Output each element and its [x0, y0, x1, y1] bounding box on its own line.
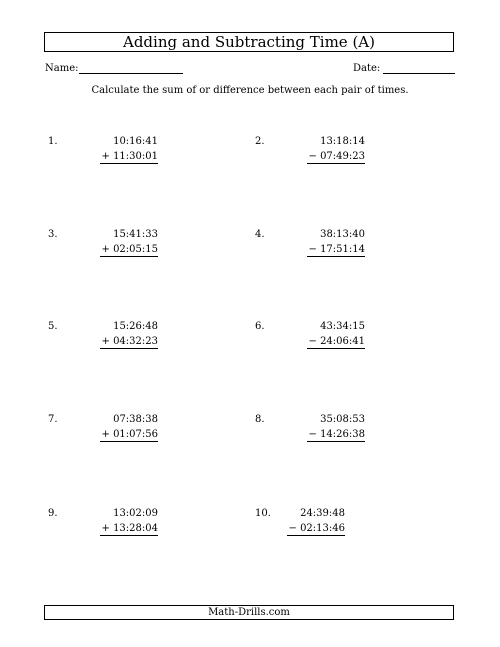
- problem-bottom-time: + 04:32:23: [101, 336, 158, 347]
- problem-bottom-time: − 14:26:38: [308, 429, 365, 440]
- problem-number: 9.: [48, 508, 58, 519]
- problem-1: [48, 136, 158, 176]
- problem-5: [48, 321, 158, 361]
- problem-number: 5.: [48, 321, 58, 332]
- problem-top-time: 43:34:15: [320, 321, 365, 332]
- instructions: Calculate the sum of or difference between each pair of times.: [91, 85, 409, 96]
- date-label: Date:: [353, 63, 381, 74]
- problem-number: 7.: [48, 414, 58, 425]
- problem-10: [255, 508, 345, 548]
- name-label: Name:: [45, 63, 79, 74]
- problem-top-time: 10:16:41: [113, 136, 158, 147]
- problem-number: 1.: [48, 136, 58, 147]
- problem-4: [255, 229, 365, 269]
- problem-6: [255, 321, 365, 361]
- problem-top-time: 38:13:40: [320, 229, 365, 240]
- problem-top-time: 35:08:53: [320, 414, 365, 425]
- problem-number: 2.: [255, 136, 265, 147]
- problem-number: 4.: [255, 229, 265, 240]
- problem-top-time: 24:39:48: [300, 508, 345, 519]
- problem-bottom-time: + 13:28:04: [101, 523, 158, 534]
- problem-bottom-time: − 24:06:41: [308, 336, 365, 347]
- problem-bottom-time: − 02:13:46: [288, 523, 345, 534]
- problem-top-time: 13:18:14: [320, 136, 365, 147]
- problem-9: [48, 508, 158, 548]
- name-field-line: [79, 73, 183, 74]
- worksheet-title: Adding and Subtracting Time (A): [44, 32, 454, 52]
- problem-bottom-time: + 01:07:56: [101, 429, 158, 440]
- problem-number: 8.: [255, 414, 265, 425]
- problem-bottom-time: − 17:51:14: [308, 244, 365, 255]
- problem-3: [48, 229, 158, 269]
- problem-bottom-time: + 02:05:15: [101, 244, 158, 255]
- problem-8: [255, 414, 365, 454]
- problem-7: [48, 414, 158, 454]
- problem-2: [255, 136, 365, 176]
- problem-bottom-time: + 11:30:01: [101, 151, 158, 162]
- footer-site-name: Math-Drills.com: [44, 605, 454, 620]
- problem-bottom-time: − 07:49:23: [308, 151, 365, 162]
- problem-number: 3.: [48, 229, 58, 240]
- problem-top-time: 07:38:38: [113, 414, 158, 425]
- problem-top-time: 15:41:33: [113, 229, 158, 240]
- problem-top-time: 15:26:48: [113, 321, 158, 332]
- problem-number: 6.: [255, 321, 265, 332]
- date-field-line: [383, 73, 455, 74]
- problem-top-time: 13:02:09: [113, 508, 158, 519]
- problem-number: 10.: [255, 508, 271, 519]
